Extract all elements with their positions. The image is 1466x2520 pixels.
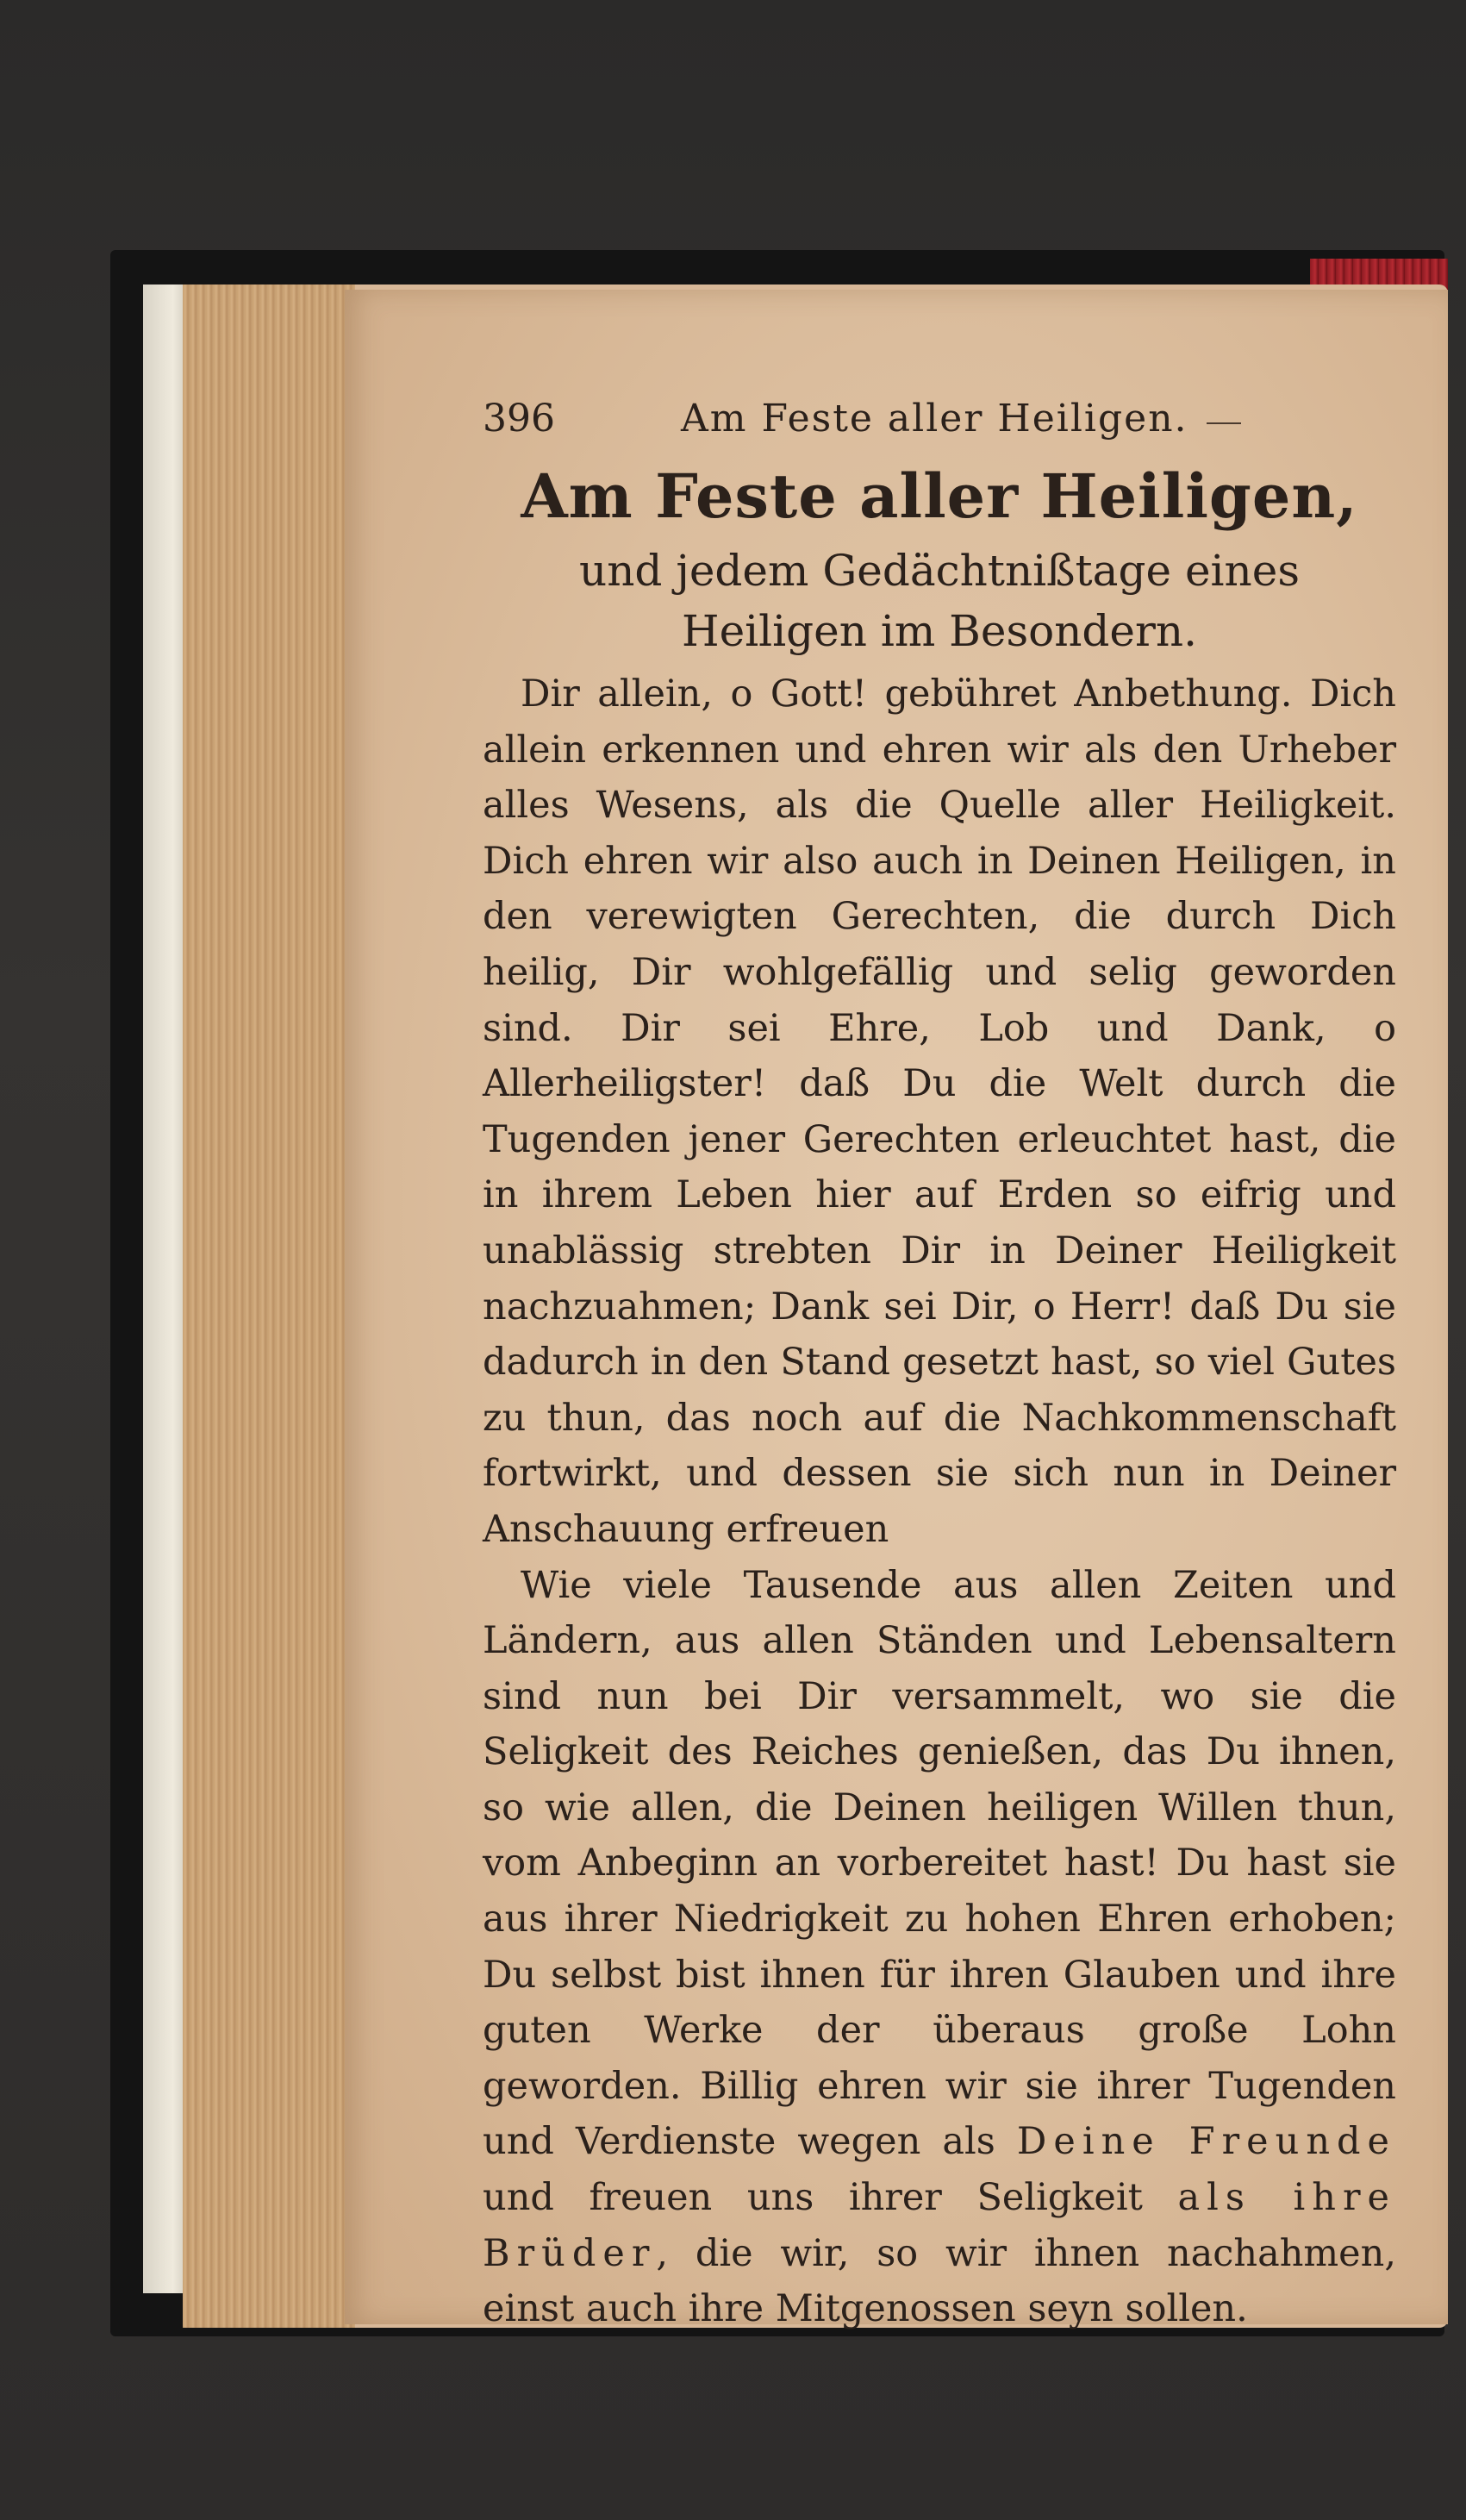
emphasis-deine-freunde: Deine Freunde: [1016, 2120, 1396, 2164]
page-fore-edge: [183, 285, 355, 2328]
chapter-subtitle: und jedem Gedächtnißtage eines Heiligen im Besondern.: [579, 546, 1300, 656]
running-title: Am Feste aller Heiligen.: [681, 397, 1188, 441]
emphasis-als-ihre-brueder: als ihre Brüder: [483, 2176, 1396, 2275]
running-head: [483, 379, 1396, 448]
page-number: 396: [483, 397, 555, 441]
paragraph-2-part-3: , die wir, so wir ihnen nachahmen, einst auch ihre Mitgenossen seyn sollen.: [483, 2231, 1396, 2331]
body-text: [483, 666, 1396, 2337]
chapter-title: Am Feste aller Heiligen,: [521, 460, 1358, 532]
paragraph-1: Dir allein, o Gott! gebühret Anbethung. Dich allein erkennen und ehren wir als den Urheber alles Wesens, als die Quelle aller Heiligkeit. Dich ehren wir also auch in Deinen Heiligen, in den verewigten Gerechten, die durch Dich heilig, Dir wohlgefällig und selig geworden sind. Dir sei Ehre, Lob und Dank, o Allerheiligster! daß Du die Welt durch die Tugenden jener Gerechten erleuchtet hast, die in ihrem Leben hier auf Erden so eifrig und unablässig strebten Dir in Deiner Heiligkeit nachzuahmen; Dank sei Dir, o Herr! daß Du sie dadurch in den Stand gesetzt hast, so viel Gutes zu thun, das noch auf die Nachkommenschaft fortwirkt, und dessen sie sich nun in Deiner Anschauung erfreuen: [483, 672, 1396, 1551]
paragraph-2-part-1: Wie viele Tausende aus allen Zeiten und Ländern, aus allen Ständen und Lebensaltern sind nun bei Dir versammelt, wo sie die Seligkeit des Reiches genießen, das Du ihnen, so wie allen, die Deinen heiligen Willen thun, vom Anbeginn an vorbereitet hast! Du hast sie aus ihrer Niedrigkeit zu hohen Ehren erhoben; Du selbst bist ihnen für ihren Glauben und ihre guten Werke der überaus große Lohn geworden. Billig ehren wir sie ihrer Tugenden und Verdienste wegen als: [483, 1563, 1396, 2164]
paragraph-2-part-2: und freuen uns ihrer Seligkeit: [483, 2176, 1143, 2220]
running-head-rule: [1207, 422, 1241, 424]
page-text-block: [483, 379, 1396, 2337]
paragraph-2: [483, 1558, 1396, 2337]
